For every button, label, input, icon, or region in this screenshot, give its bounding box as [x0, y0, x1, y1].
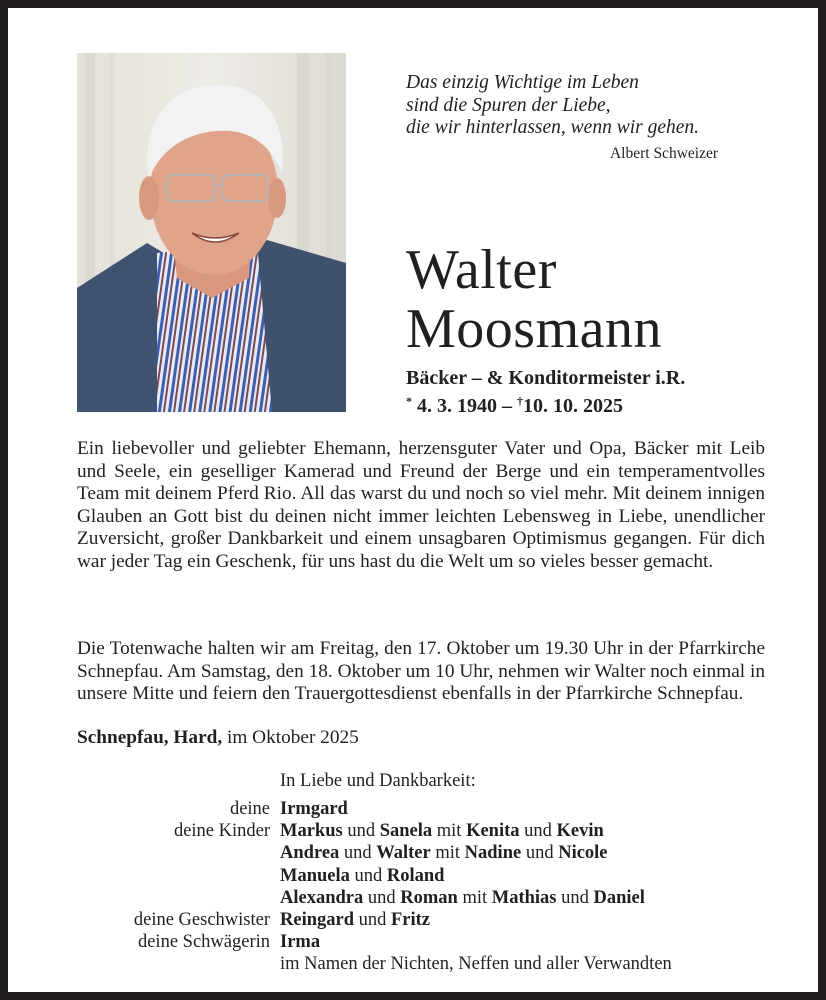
mourner-name: Roman — [400, 887, 458, 908]
mourner-name: Andrea — [280, 843, 340, 864]
last-name: Moosmann — [406, 298, 662, 360]
portrait-photo — [77, 53, 346, 412]
mourner-name: Kevin — [556, 821, 604, 842]
mourner-names — [280, 953, 777, 975]
epitaph-quote — [406, 72, 736, 140]
mourner-names — [280, 865, 777, 887]
deceased-name — [406, 241, 662, 359]
mourner-relation: deine — [229, 799, 270, 819]
mourner-names — [280, 931, 777, 953]
connector-text: mit — [432, 821, 467, 842]
connector-text: und — [339, 843, 377, 864]
date: im Oktober 2025 — [222, 727, 359, 748]
mourner-relation — [77, 842, 280, 864]
quote-line: Das einzig Wichtige im Leben — [406, 72, 639, 93]
date-separator: – — [497, 395, 517, 417]
first-name: Walter — [406, 239, 557, 301]
mourner-name: Sanela — [379, 821, 433, 842]
mourner-name: Fritz — [391, 910, 431, 931]
connector-text: und — [349, 865, 387, 886]
mourner-row — [77, 820, 777, 842]
mourner-row — [77, 798, 777, 820]
connector-text: und — [519, 821, 557, 842]
mourner-relation — [77, 953, 280, 975]
mourner-name: Manuela — [280, 865, 350, 886]
connector-text: und — [354, 910, 391, 931]
birth-date: 4. 3. 1940 — [417, 395, 497, 417]
mourner-name: Mathias — [491, 887, 557, 908]
mourner-row — [77, 865, 777, 887]
mourner-name: Irma — [280, 932, 321, 953]
mourner-names — [280, 842, 777, 864]
mourner-row — [77, 887, 777, 909]
mourner-name: Irmgard — [280, 799, 348, 819]
connector-text: und — [363, 887, 401, 908]
place-date — [77, 726, 359, 749]
death-date: 10. 10. 2025 — [523, 395, 623, 417]
portrait-illustration — [77, 53, 346, 412]
mourner-relation: deine Kinder — [173, 821, 270, 842]
connector-text: mit — [430, 843, 465, 864]
mourner-name: Nadine — [464, 843, 522, 864]
closing-line: In Liebe und Dankbarkeit: — [280, 771, 476, 791]
quote-line: sind die Spuren der Liebe, — [406, 94, 611, 116]
mourner-name: Markus — [280, 821, 343, 842]
connector-text: und — [556, 887, 594, 908]
mourner-name: Alexandra — [280, 887, 364, 908]
service-paragraph: Die Totenwache halten wir am Freitag, den 17. Oktober um 19.30 Uhr in der Pfarrkirche Schnepfau. Am Samstag, den 18. Oktober um 10 Uhr, nehmen wir Walter noch einmal in unsere Mitte und feiern den Trauergottesdienst ebenfalls in der Pfarrkirche Schnepfau. — [77, 638, 765, 705]
mourner-name: Walter — [376, 843, 431, 864]
death-symbol: † — [517, 394, 523, 408]
quote-author: Albert Schweizer — [609, 145, 718, 162]
mourner-relation — [77, 865, 280, 887]
mourner-names — [280, 798, 777, 820]
mourner-relation: deine Schwägerin — [137, 932, 270, 953]
birth-symbol: * — [406, 394, 412, 408]
quote-line: die wir hinterlassen, wenn wir gehen. — [406, 117, 700, 138]
mourner-relation — [77, 887, 280, 909]
mourner-name: Reingard — [280, 910, 354, 931]
connector-text: und — [342, 821, 380, 842]
mourner-name: Kenita — [466, 821, 520, 842]
mourner-row — [77, 931, 777, 953]
life-dates — [406, 390, 623, 418]
profession: Bäcker – & Konditormeister i.R. — [406, 367, 686, 389]
tribute-paragraph: Ein liebevoller und geliebter Ehemann, herzensguter Vater und Opa, Bäcker mit Leib und Seele, ein geselliger Kamerad und Freund der Berge und ein temperamentvolles Team mit deinem Pferd Rio. All das warst du und noch so viel mehr. Mit deinem innigen Glauben an Gott bist du deinen nicht immer leichten Lebensweg in Liebe, unendlicher Zuversicht, großer Dankbarkeit und einem unsagbaren Optimismus gegangen. Für dich war jeder Tag ein Geschenk, für uns hast du die Welt um so vieles besser gemacht. — [77, 438, 765, 572]
mourner-relation: deine Geschwister — [133, 910, 270, 931]
place: Schnepfau, Hard, — [77, 727, 223, 748]
mourners-list — [77, 798, 777, 976]
connector-text: und — [521, 843, 559, 864]
mourner-names — [280, 909, 777, 931]
mourner-name: Roland — [386, 865, 445, 886]
mourner-names — [280, 820, 777, 842]
mourner-name: Daniel — [593, 887, 645, 908]
connector-text: im Namen der Nichten, Neffen und aller Verwandten — [280, 954, 672, 975]
mourner-names — [280, 887, 777, 909]
connector-text: mit — [457, 887, 492, 908]
mourner-row — [77, 842, 777, 864]
mourner-row — [77, 909, 777, 931]
mourner-name: Nicole — [558, 843, 608, 864]
mourner-row — [77, 953, 777, 975]
